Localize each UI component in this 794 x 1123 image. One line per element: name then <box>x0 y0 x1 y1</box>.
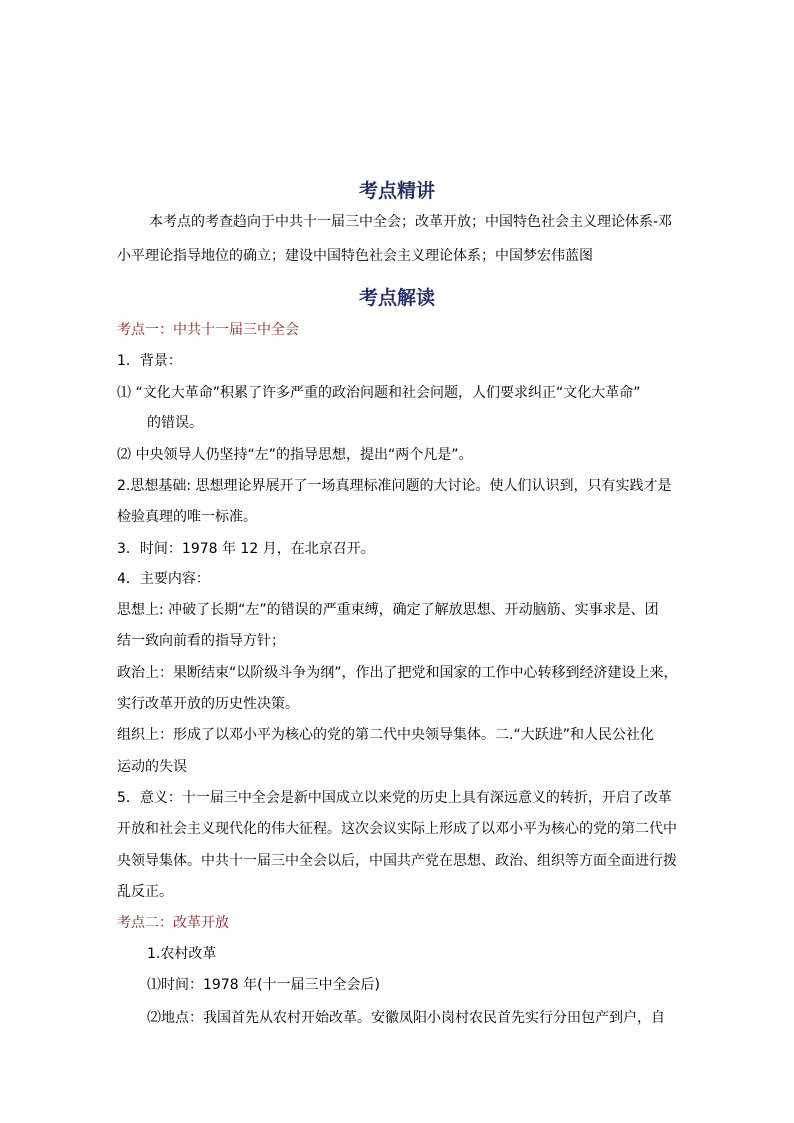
main-content-label: 4．主要内容： <box>117 571 210 587</box>
significance-line-4: 乱反正。 <box>117 884 173 900</box>
significance-line-1: 5．意义：十一届三中全会是新中国成立以来党的历史上具有深远意义的转折，开启了改革 <box>117 790 672 806</box>
significance-line-3: 央领导集体。中共十一届三中全会以后，中国共产党在思想、政治、组织等方面全面进行拨 <box>117 853 677 869</box>
background-label: 1．背景： <box>117 353 182 369</box>
point-two-heading: 考点二：改革开放 <box>117 915 229 931</box>
background-item-1-line-1: ⑴ “文化大革命”积累了许多严重的政治问题和社会问题，人们要求纠正“文化大革命” <box>117 385 641 401</box>
intro-paragraph-line-2: 小平理论指导地位的确立；建设中国特色社会主义理论体系；中国梦宏伟蓝图 <box>117 248 593 264</box>
background-item-1-line-2: 的错误。 <box>147 415 203 431</box>
organization-content-line-2: 运动的失误 <box>117 759 187 775</box>
politics-content-line-1: 政治上：果断结束“以阶级斗争为纲”，作出了把党和国家的工作中心转移到经济建设上来， <box>117 665 678 681</box>
ideology-content-line-1: 思想上: 冲破了长期“左”的错误的严重束缚，确定了解放思想、开动脑筋、实事求是、团 <box>117 602 659 618</box>
ideological-basis-line-2: 检验真理的唯一标准。 <box>117 509 257 525</box>
politics-content-line-2: 实行改革开放的历史性决策。 <box>117 696 299 712</box>
ideology-content-line-2: 结一致向前看的指导方针； <box>117 633 285 649</box>
point-one-heading: 考点一：中共十一届三中全会 <box>117 322 299 338</box>
ideological-basis-line-1: 2.思想基础: 思想理论界展开了一场真理标准问题的大讨论。使人们认识到，只有实践才是 <box>117 478 672 494</box>
meeting-time: 3．时间：1978 年 12 月，在北京召开。 <box>117 541 375 557</box>
section-title-key-points: 考点精讲 <box>358 180 435 202</box>
background-item-2: ⑵ 中央领导人仍坚持“左”的指导思想，提出“两个凡是”。 <box>117 447 473 463</box>
intro-paragraph-line-1: 本考点的考查趋向于中共十一届三中全会；改革开放；中国特色社会主义理论体系-邓 <box>149 214 673 230</box>
organization-content-line-1: 组织上：形成了以邓小平为核心的党的第二代中央领导集体。二.“大跃进”和人民公社化 <box>117 727 654 743</box>
rural-reform-place: ⑵地点：我国首先从农村开始改革。安徽凤阳小岗村农民首先实行分田包产到户，自 <box>147 1010 665 1026</box>
section-title-interpretation: 考点解读 <box>358 287 435 309</box>
rural-reform-time: ⑴时间：1978 年(十一届三中全会后) <box>147 977 381 993</box>
rural-reform-label: 1.农村改革 <box>147 946 217 962</box>
significance-line-2: 开放和社会主义现代化的伟大征程。这次会议实际上形成了以邓小平为核心的党的第二代中 <box>117 821 677 837</box>
